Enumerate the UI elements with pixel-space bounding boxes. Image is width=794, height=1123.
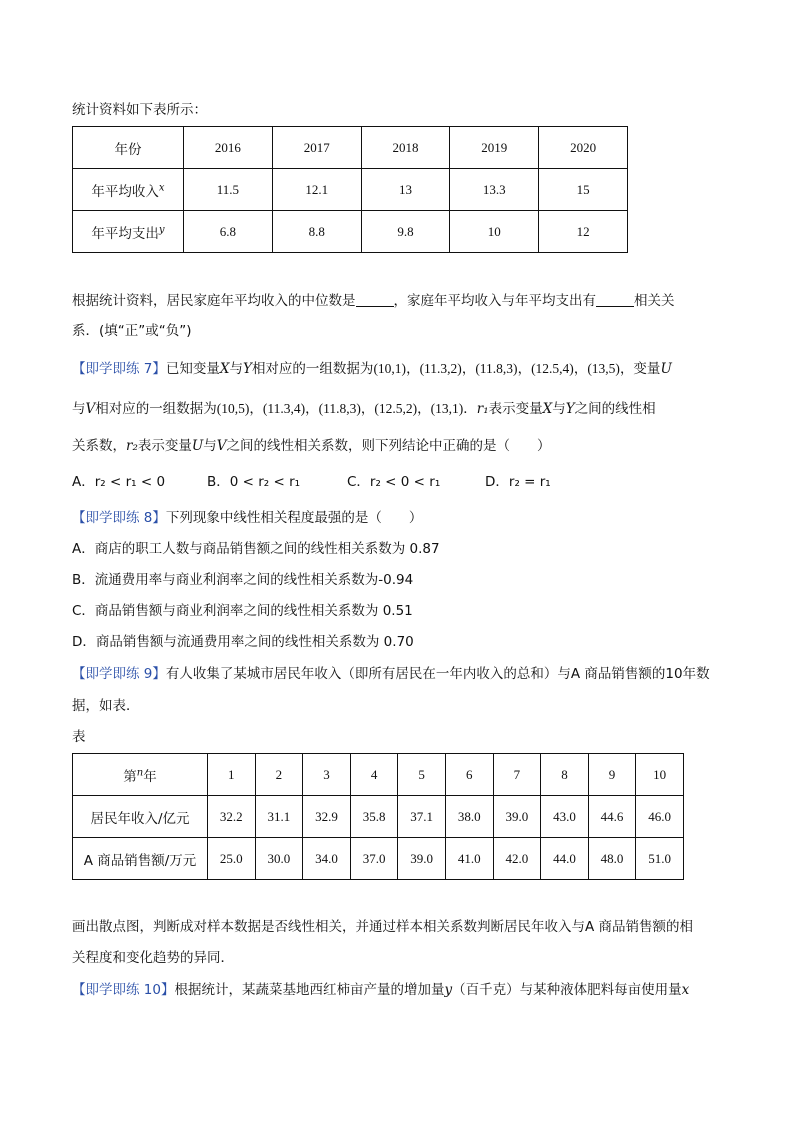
table-cell: 37.1 [398, 796, 446, 838]
option-b[interactable]: B．0 < r₂ < r₁ [207, 474, 301, 490]
table-header-cell: 5 [398, 754, 446, 796]
table-row [73, 838, 684, 880]
table-cell: 12.1 [272, 169, 361, 211]
table-cell: 44.6 [588, 796, 636, 838]
table-cell: 41.0 [445, 838, 493, 880]
table-cell: 6.8 [184, 211, 273, 253]
table-cell: 44.0 [541, 838, 589, 880]
table-cell: 38.0 [445, 796, 493, 838]
answer-blank[interactable] [596, 292, 634, 307]
table-header-cell: 第$^n$年 [73, 754, 208, 796]
option-c[interactable]: C．商品销售额与商业利润率之间的线性相关系数为 0.51 [72, 603, 413, 619]
table-row [73, 169, 628, 211]
table-cell: 8.8 [272, 211, 361, 253]
table-cell: 35.8 [350, 796, 398, 838]
row-label-expense: 年平均支出$^y$ [73, 211, 184, 253]
table-header-cell: 10 [636, 754, 684, 796]
q7-line2: 与V相对应的一组数据为(10,5)，(11.3,4)，(11.8,3)，(12.5,2)，(13,1)．r₁表示变量X与Y之间的线性相 [72, 401, 656, 417]
q7-options [72, 472, 632, 492]
table-cell: 32.2 [208, 796, 256, 838]
table-header-cell: 2 [255, 754, 303, 796]
table-cell: 46.0 [636, 796, 684, 838]
table-cell: 11.5 [184, 169, 273, 211]
table-header-cell: 1 [208, 754, 256, 796]
stats-table [72, 126, 628, 253]
table-cell: 15 [539, 169, 628, 211]
table-header-cell: 6 [445, 754, 493, 796]
table-caption: 表 [72, 729, 86, 745]
table-header-cell: 2016 [184, 127, 273, 169]
table-row [73, 796, 684, 838]
table-cell: 48.0 [588, 838, 636, 880]
table-header-cell: 年份 [73, 127, 184, 169]
intro-text: 统计资料如下表所示： [72, 102, 207, 118]
table-cell: 43.0 [541, 796, 589, 838]
exercise-tag: 【即学即练 8】 [72, 510, 166, 526]
table-cell: 37.0 [350, 838, 398, 880]
table-cell: 12 [539, 211, 628, 253]
table-header-cell: 3 [303, 754, 351, 796]
row-label-sales: A 商品销售额/万元 [73, 838, 208, 880]
option-d[interactable]: D．商品销售额与流通费用率之间的线性相关系数为 0.70 [72, 634, 414, 650]
exercise-tag: 【即学即练 10】 [72, 982, 175, 998]
exercise-tag: 【即学即练 9】 [72, 666, 166, 682]
option-c[interactable]: C．r₂ < 0 < r₁ [347, 474, 441, 490]
table-header-cell: 8 [541, 754, 589, 796]
q10-line1: 【即学即练 10】根据统计，某蔬菜基地西红柿亩产量的增加量y（百千克）与某种液体肥料每亩使用量x [72, 982, 690, 998]
table-cell: 39.0 [398, 838, 446, 880]
option-b[interactable]: B．流通费用率与商业利润率之间的线性相关系数为-0.94 [72, 572, 414, 588]
table-cell: 13.3 [450, 169, 539, 211]
row-label-income: 年平均收入$^x$ [73, 169, 184, 211]
table-cell: 30.0 [255, 838, 303, 880]
table-header-cell: 2018 [361, 127, 450, 169]
q7-line1: 【即学即练 7】已知变量X与Y相对应的一组数据为(10,1)，(11.3,2)，(11.8,3)，(12.5,4)，(13,5)，变量U [72, 361, 672, 377]
table-cell: 9.8 [361, 211, 450, 253]
table-cell: 39.0 [493, 796, 541, 838]
option-a[interactable]: A．商店的职工人数与商品销售额之间的线性相关系数为 0.87 [72, 541, 440, 557]
q6-line1: 根据统计资料，居民家庭年平均收入的中位数是 ，家庭年平均收入与年平均支出有 相关关 [72, 293, 675, 309]
table-cell: 51.0 [636, 838, 684, 880]
table-header-cell: 7 [493, 754, 541, 796]
table-header-cell: 4 [350, 754, 398, 796]
q6-line2: 系．(填“正”或“负”) [72, 323, 192, 339]
table-header-cell: 9 [588, 754, 636, 796]
income-sales-table [72, 753, 684, 880]
q7-line3: 关系数，r₂表示变量U与V之间的线性相关系数，则下列结论中正确的是（ ） [72, 438, 551, 454]
q9-after1: 画出散点图，判断成对样本数据是否线性相关，并通过样本相关系数判断居民年收入与A 商品销售额的相 [72, 919, 694, 935]
exercise-tag: 【即学即练 7】 [72, 361, 166, 377]
table-row [73, 211, 628, 253]
table-header-cell: 2020 [539, 127, 628, 169]
q9-after2: 关程度和变化趋势的异同． [72, 950, 234, 966]
table-cell: 32.9 [303, 796, 351, 838]
table-cell: 34.0 [303, 838, 351, 880]
option-a[interactable]: A．r₂ < r₁ < 0 [72, 474, 166, 490]
row-label-income: 居民年收入/亿元 [73, 796, 208, 838]
table-cell: 25.0 [208, 838, 256, 880]
q9-line1: 【即学即练 9】有人收集了某城市居民年收入（即所有居民在一年内收入的总和）与A 商品销售额的10年数 [72, 666, 710, 682]
table-cell: 31.1 [255, 796, 303, 838]
table-cell: 10 [450, 211, 539, 253]
table-header-cell: 2017 [272, 127, 361, 169]
q9-line2: 据，如表． [72, 698, 140, 714]
option-d[interactable]: D．r₂ = r₁ [485, 474, 551, 490]
table-cell: 42.0 [493, 838, 541, 880]
q8-stem: 【即学即练 8】下列现象中线性相关程度最强的是（ ） [72, 510, 423, 526]
table-row [73, 754, 684, 796]
table-header-cell: 2019 [450, 127, 539, 169]
table-cell: 13 [361, 169, 450, 211]
answer-blank[interactable] [356, 292, 394, 307]
table-row [73, 127, 628, 169]
